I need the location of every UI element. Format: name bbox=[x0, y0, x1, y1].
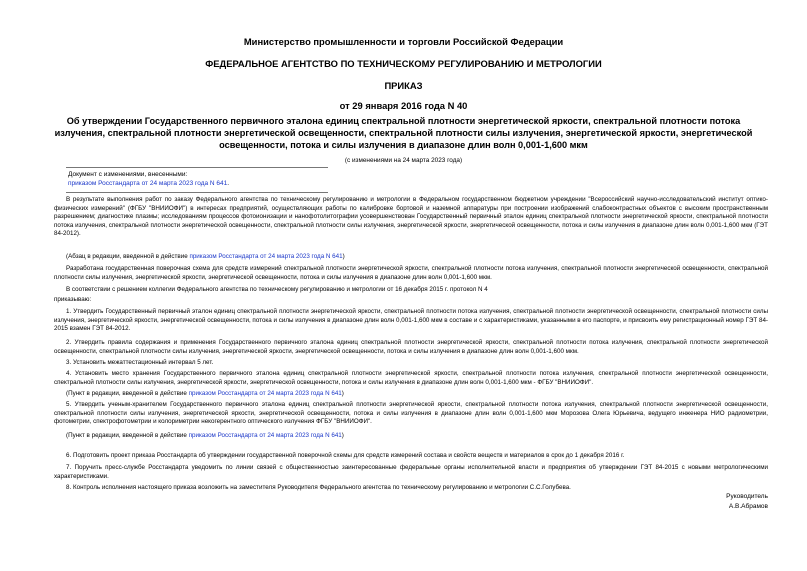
paragraph-scheme-text: Разработана государственная поверочная схема для средств измерений спектральной плотности энергетической яркости, спектральной плотности потока излучения, спектральной плотности энергетической освещенности, спектральной плотности силы излучения, энергетической яркости, энергетической освещенности, потока и силы излучения в диапазоне длин волн 0,001-1,600 мкм. bbox=[54, 265, 768, 281]
doc-date-number: от 29 января 2016 года N 40 bbox=[339, 100, 468, 111]
item-7-text: 7. Поручить пресс-службе Росстандарта уведомить по линии связей с общественностью заинтересованные федеральные органы исполнительной власти и предприятия об утверждении ГЭТ 84-2015 с новыми метрологическими характеристиками. bbox=[54, 464, 768, 480]
changes-link[interactable]: приказом Росстандарта от 24 марта 2023 года N 641 bbox=[68, 180, 228, 187]
paragraph-collegium bbox=[54, 286, 768, 295]
item-3-text: 3. Установить межаттестационный интервал 5 лет. bbox=[66, 359, 214, 366]
item-2 bbox=[54, 339, 768, 356]
note-2-suffix: ) bbox=[341, 390, 344, 397]
item-5 bbox=[54, 401, 768, 427]
order-word: приказываю: bbox=[54, 296, 92, 303]
item-3 bbox=[54, 359, 768, 368]
divider-bottom bbox=[66, 192, 328, 193]
item-6 bbox=[54, 452, 768, 461]
divider-top bbox=[66, 167, 328, 168]
paragraph-scheme bbox=[54, 265, 768, 282]
item-1-text: 1. Утвердить Государственный первичный эталон единиц спектральной плотности энергетической яркости, спектральной плотности потока излучения, спектральной плотности энергетической освещенности, спектральной плотности силы излучения, энергетической яркости, энергетической освещенности, потока и силы излучения в диапазоне длин волн 0,001-1,600 мкм в составе и с характеристиками, указанными в его паспорте, и присвоить ему регистрационный номер ГЭТ 84-2015 взамен ГЭТ 84-2012. bbox=[54, 308, 768, 333]
item-5-text: 5. Утвердить ученым-хранителем Государственного первичного эталона единиц спектральной плотности энергетической яркости, спектральной плотности потока излучения, спектральной плотности энергетической освещенности, спектральной плотности силы излучения, энергетической яркости, энергетической освещенности, потока и силы излучения в диапазоне длин волн 0,001-1,600 мкм Морозова Олега Юрьевича, ведущего инженера НИО радиометрии, фотометрии, спектрофотометрии и колориметрии некогерентного оптического излучения ФГБУ "ВНИИОФИ". bbox=[54, 401, 768, 426]
note-2-link[interactable]: приказом Росстандарта от 24 марта 2023 года N 641 bbox=[188, 390, 342, 397]
amendment-note: (с изменениями на 24 марта 2023 года) bbox=[344, 157, 463, 164]
note-paragraph-1 bbox=[54, 253, 768, 262]
paragraph-intro-text: В результате выполнения работ по заказу Федерального агентства по техническому регулированию и метрологии в Федеральном государственном бюджетном учреждении "Всероссийский научно-исследовательский институт оптико-физических измерений" (ФГБУ "ВНИИОФИ") в интересах предприятий, осуществляющих работы по калибровке бортовой и наземной аппаратуры при построении изображений слабоконтрастных объектов с высоким пространственным разрешением; диагностике плазмы; исследованиям процессов фотоионизации и нанофотолитографии усовершенствован Государственный первичный эталон единиц спектральной плотности энергетической яркости, спектральной плотности потока излучения, спектральной плотности энергетической освещенности, спектральной плотности силы излучения, энергетической яркости, энергетической освещенности, потока и силы излучения в диапазоне длин волн 0,001-1,600 мкм (ГЭТ 84-2012). bbox=[54, 196, 768, 238]
note-1-suffix: ) bbox=[342, 253, 345, 260]
changes-label: Документ с изменениями, внесенными: bbox=[68, 171, 188, 178]
changes-line bbox=[68, 179, 298, 188]
paragraph-intro bbox=[54, 196, 768, 239]
item-6-text: 6. Подготовить проект приказа Росстандарта об утверждении государственной поверочной схемы для средств измерений состава и свойств веществ и материалов в срок до 1 декабря 2016 г. bbox=[66, 452, 625, 459]
signature-block bbox=[726, 492, 768, 512]
signature-name: А.В.Абрамов bbox=[728, 503, 768, 510]
agency-name: ФЕДЕРАЛЬНОЕ АГЕНТСТВО ПО ТЕХНИЧЕСКОМУ РЕГУЛИРОВАНИЮ И МЕТРОЛОГИИ bbox=[205, 58, 602, 69]
document-title: Об утверждении Государственного первичного эталона единиц спектральной плотности энергетической яркости, спектральной плотности потока излучения, спектральной плотности энергетической освещенности, спектральной плотности силы излучения, энергетической яркости, энергетической освещенности, потока и силы излучения в диапазоне длин волн 0,001-1,600 мкм bbox=[54, 116, 753, 150]
item-8 bbox=[54, 484, 768, 493]
item-2-text: 2. Утвердить правила содержания и применения Государственного первичного эталона единиц спектральной плотности энергетической яркости, спектральной плотности потока излучения, спектральной плотности энергетической освещенности, спектральной плотности силы излучения, энергетической яркости, энергетической освещенности, потока и силы излучения в диапазоне длин волн 0,001-1,600 мкм. bbox=[54, 339, 768, 355]
paragraph-collegium-text: В соответствии с решением коллегии Федерального агентства по техническому регулированию и метрологии от 16 декабря 2015 г. протокол N 4 bbox=[66, 286, 488, 293]
changes-link-after: . bbox=[227, 180, 230, 187]
note-1-prefix: (Абзац в редакции, введенной в действие bbox=[66, 253, 190, 260]
note-3-prefix: (Пункт в редакции, введенной в действие bbox=[66, 432, 189, 439]
note-3-link[interactable]: приказом Росстандарта от 24 марта 2023 года N 641 bbox=[188, 432, 342, 439]
note-2-prefix: (Пункт в редакции, введенной в действие bbox=[66, 390, 189, 397]
item-8-text: 8. Контроль исполнения настоящего приказа возложить на заместителя Руководителя Федерального агентства по техническому регулированию и метрологии С.С.Голубева. bbox=[66, 484, 571, 491]
item-7 bbox=[54, 464, 768, 481]
ministry-name: Министерство промышленности и торговли Российской Федерации bbox=[243, 36, 564, 47]
changes-block bbox=[68, 170, 298, 188]
doc-type: ПРИКАЗ bbox=[384, 80, 423, 91]
item-4-text: 4. Установить место хранения Государственного первичного эталона единиц спектральной плотности энергетической яркости, спектральной плотности потока излучения, спектральной плотности энергетической освещенности, спектральной плотности силы излучения, энергетической яркости, энергетической освещенности, потока и силы излучения в диапазоне длин волн 0,001-1,600 мкм - ФГБУ "ВНИИОФИ". bbox=[54, 370, 768, 386]
item-1 bbox=[54, 308, 768, 334]
signature-position: Руководитель bbox=[726, 493, 768, 500]
note-paragraph-2 bbox=[54, 390, 768, 399]
note-paragraph-3 bbox=[54, 432, 768, 441]
note-3-suffix: ) bbox=[341, 432, 344, 439]
note-1-link[interactable]: приказом Росстандарта от 24 марта 2023 года N 641 bbox=[189, 253, 343, 260]
item-4 bbox=[54, 370, 768, 387]
